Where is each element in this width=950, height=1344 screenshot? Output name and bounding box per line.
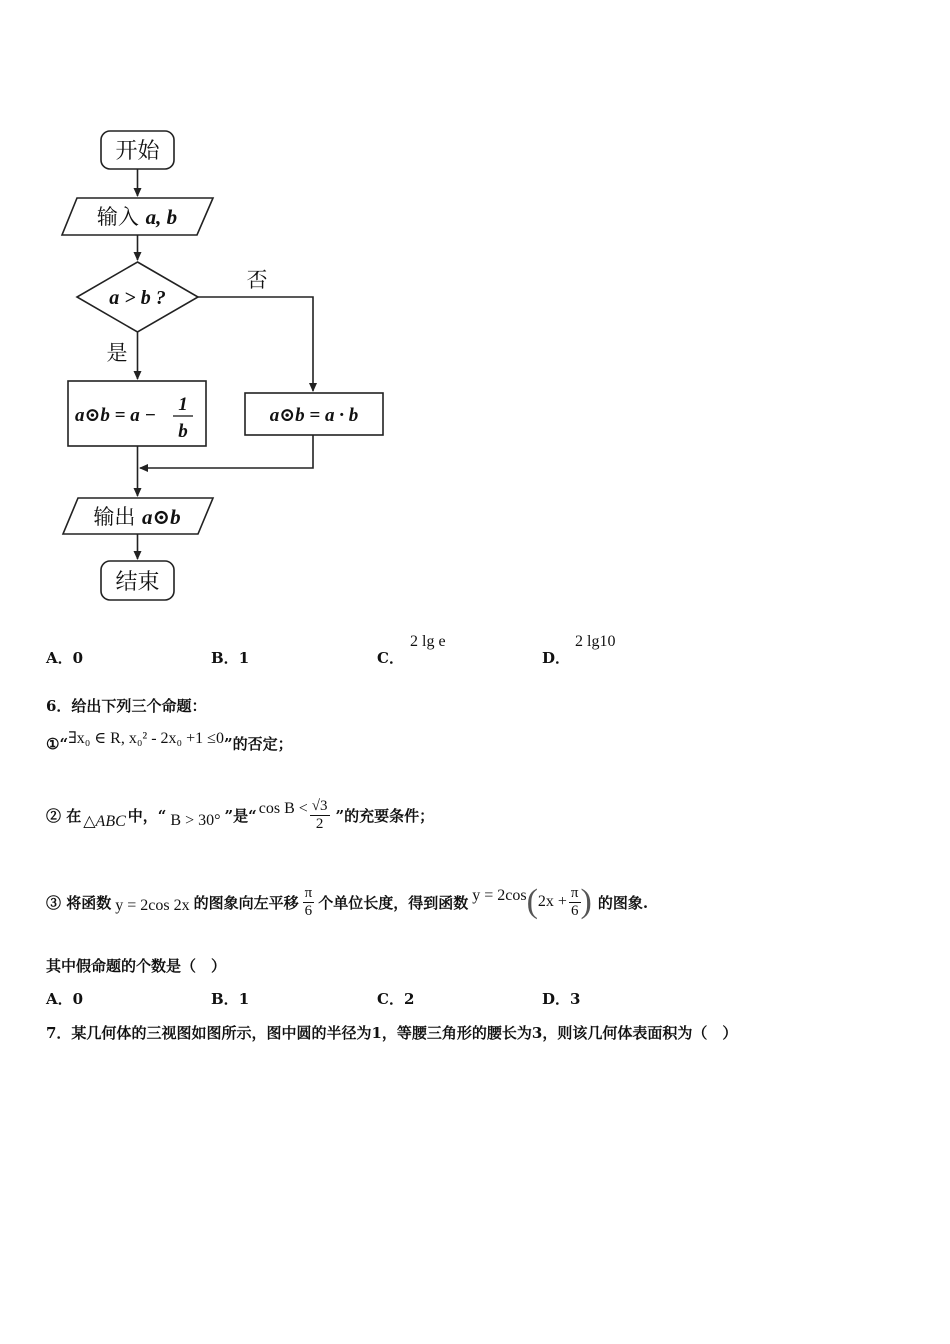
q5-option-c-value: 2 lg e [410,633,446,650]
q6-p2-triangle: △ABC [83,813,126,830]
flow-yes-frac-num: 1 [178,394,188,415]
flow-input-label: 输入 [96,205,139,229]
svg-text:输出 a⊙b [93,505,180,529]
flow-yes-label: 是 [106,341,128,365]
flow-output-label: 输出 [93,505,136,529]
q6-p3-func2-frac: $\frac{\pi}{6}$ [570,884,579,919]
flowchart [0,0,420,620]
flow-decision-node [77,262,198,332]
q5-option-d: D． [542,649,571,667]
q6-p1-math: ∃x₀ ∈ R, x₀² - 2x₀ +1 ≤0 [68,730,224,747]
q6-title: 6．给出下列三个命题： [46,697,207,715]
q6-p2-cond2: cos B < [258,800,308,817]
q6-p2-fraction: $\frac{√3}{2}$ [311,797,328,832]
flow-yes-process-node [68,381,206,446]
q6-proposition-3: ③ 将函数 y = 2cos 2x 的图象向左平移 $\frac{\pi}{6}$ 个单位长度，得到函数 y = 2cos ( 2x + $\frac{\pi}{6}$ ) 的图象. [46,883,649,920]
q6-proposition-1: ①“∃x₀ ∈ R, x₀² - 2x₀ +1 ≤0”的否定； [46,730,293,753]
q6-p3-func1: y = 2cos 2x [115,897,190,914]
flow-yes-frac-den: b [178,421,188,442]
flow-input-node [62,198,213,235]
flow-no-label: 否 [246,268,268,292]
q5-option-c: C． [377,649,404,667]
q6-p3-func2: y = 2cos [472,887,527,904]
flow-arrow [198,297,313,391]
flow-end-node [101,561,174,600]
q6-p3-shift: $\frac{\pi}{6}$ [304,884,313,919]
flow-decision-label: a > b ? [109,287,166,309]
svg-text:输入 a, b [97,205,177,229]
flow-start-node [101,131,174,169]
q5-option-d-value: 2 lg10 [575,633,616,650]
q6-option-c: C．2 [377,990,415,1008]
flow-input-vars: a, b [145,205,178,229]
flow-no-expr: a⊙b = a · b [269,405,359,426]
q6-option-b: B．1 [211,990,250,1008]
flow-output-node [63,498,213,534]
q6-question: 其中假命题的个数是（ ） [46,957,227,975]
q7-text: 7．某几何体的三视图如图所示，图中圆的半径为1，等腰三角形的腰长为3，则该几何体表面积为（ ） [46,1024,738,1042]
q5-option-a: A．0 [46,649,84,667]
q6-option-d: D．3 [542,990,581,1008]
flow-no-process-node [245,393,383,435]
flow-end-label: 结束 [115,570,160,595]
flow-start-label: 开始 [115,139,160,164]
q6-p2-cond1: B > 30° [170,812,221,829]
q6-option-a: A．0 [46,990,84,1008]
flow-yes-expr: a⊙b = a − [75,405,157,426]
q5-option-b: B．1 [211,649,250,667]
q6-proposition-2: ② 在 △ABC 中，“ B > 30° ”是“ cos B < $\frac{√3}{2}$ ”的充要条件； [46,797,435,832]
flow-output-var: a⊙b [142,505,181,529]
